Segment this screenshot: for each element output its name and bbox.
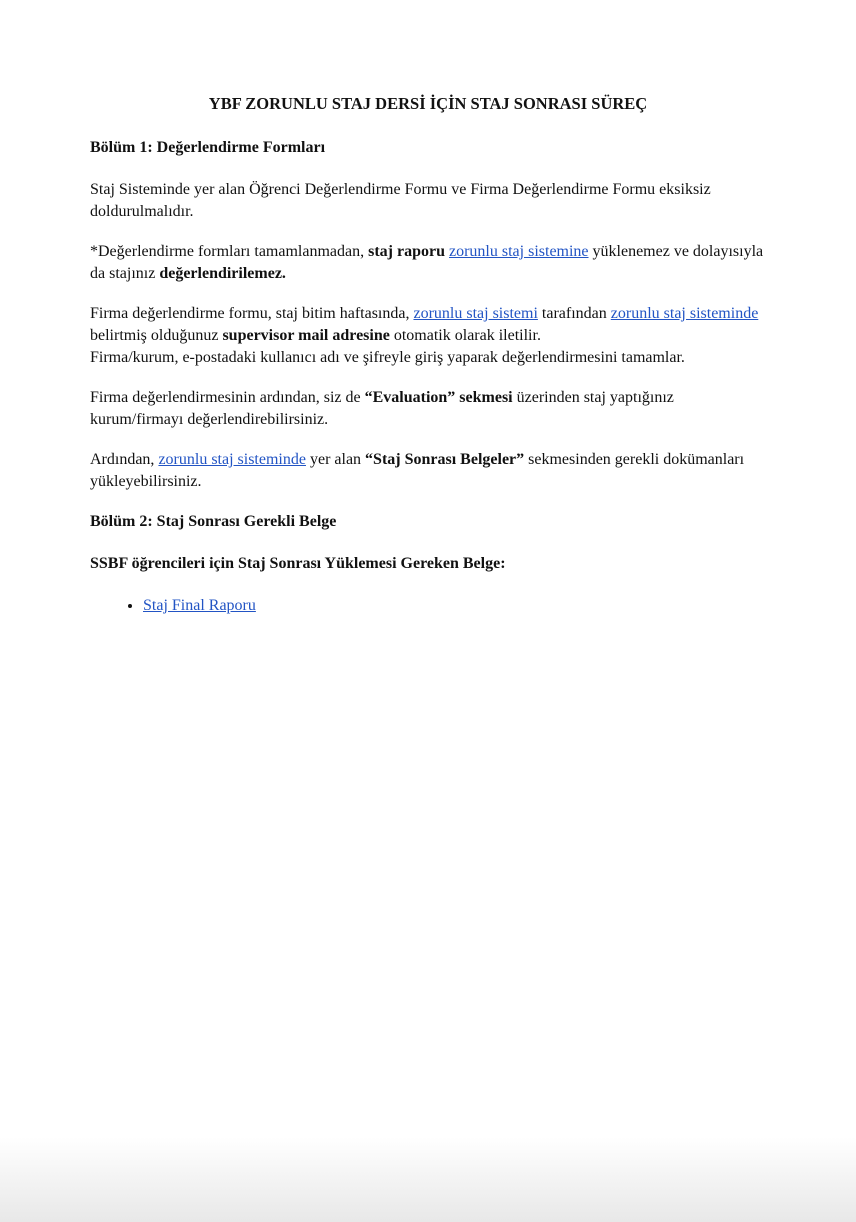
- paragraph-company-evaluation: [90, 303, 766, 369]
- paragraph-student-evaluation: [90, 387, 766, 431]
- text-run-bold: değerlendirilemez.: [159, 265, 286, 282]
- link-staj-final-raporu[interactable]: Staj Final Raporu: [143, 597, 256, 614]
- document-title: YBF ZORUNLU STAJ DERSİ İÇİN STAJ SONRASI SÜREÇ: [208, 94, 648, 113]
- text-run: Firma/kurum, e-postadaki kullanıcı adı ve şifreyle giriş yaparak değerlendirmesini tamamlar.: [90, 349, 685, 366]
- text-run: Ardından,: [90, 451, 159, 468]
- paragraph-upload-documents: [90, 449, 766, 493]
- text-run: *Değerlendirme formları tamamlanmadan,: [90, 243, 369, 260]
- link-zorunlu-staj-sistemine[interactable]: zorunlu staj sistemine: [449, 243, 589, 260]
- text-run: Firma değerlendirmesinin ardından, siz de: [90, 389, 365, 406]
- text-run: yer alan: [305, 451, 366, 468]
- paragraph-evaluation-forms: [90, 179, 766, 223]
- link-zorunlu-staj-sisteminde[interactable]: zorunlu staj sisteminde: [610, 305, 759, 322]
- text-run-bold: “Evaluation” sekmesi: [364, 389, 517, 406]
- section2-heading: Bölüm 2: Staj Sonrası Gerekli Belge: [90, 513, 337, 530]
- ssbf-requirement-heading: SSBF öğrencileri için Staj Sonrası Yüklemesi Gereken Belge:: [90, 555, 506, 572]
- text-run: Staj Sisteminde yer alan Öğrenci Değerlendirme Formu ve Firma Değerlendirme Formu eksiksiz doldurulmalıdır.: [90, 181, 711, 220]
- text-run: sekmesinden gerekli dokümanları yükleyebilirsiniz.: [90, 451, 745, 490]
- text-run: belirtmiş olduğunuz: [90, 327, 223, 344]
- section1-heading: Bölüm 1: Değerlendirme Formları: [90, 139, 326, 156]
- text-run: otomatik olarak iletilir.: [389, 327, 541, 344]
- page-bottom-fade: [0, 1137, 856, 1222]
- text-run: tarafından: [537, 305, 611, 322]
- text-run-bold: supervisor mail adresine: [222, 327, 390, 344]
- text-run-bold: staj raporu: [368, 243, 449, 260]
- text-run: Firma değerlendirme formu, staj bitim haftasında,: [90, 305, 414, 322]
- post-internship-documents-list: [90, 595, 766, 617]
- text-run: üzerinden staj yaptığınız kurum/firmayı değerlendirebilirsiniz.: [90, 389, 674, 428]
- text-run: yüklenemez ve dolayısıyla da stajınız: [90, 243, 764, 282]
- link-zorunlu-staj-sisteminde-2[interactable]: zorunlu staj sisteminde: [158, 451, 306, 468]
- paragraph-report-warning: [90, 241, 766, 285]
- link-zorunlu-staj-sistemi[interactable]: zorunlu staj sistemi: [413, 305, 538, 322]
- list-item: [143, 595, 766, 617]
- text-run-bold: “Staj Sonrası Belgeler”: [365, 451, 529, 468]
